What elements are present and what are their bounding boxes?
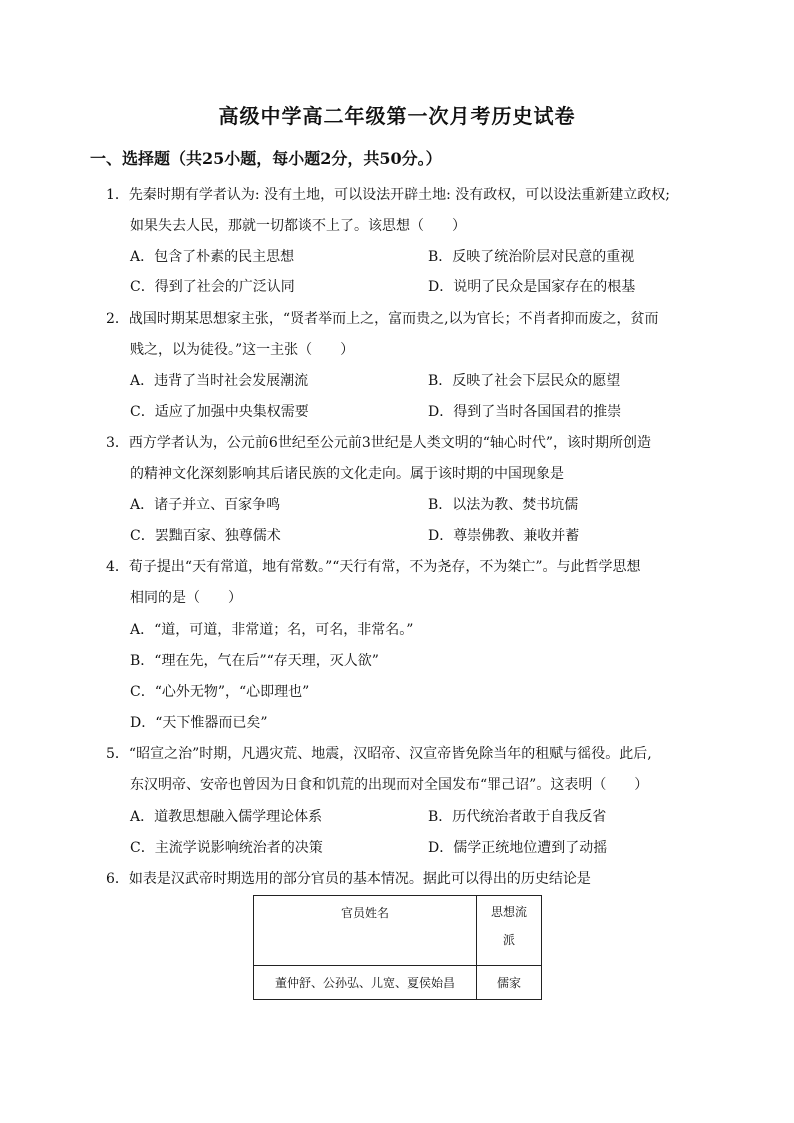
question-5-option-b: B．历代统治者敢于自我反省 <box>428 809 607 825</box>
table-header-cell: 官员姓名 <box>254 896 477 966</box>
exam-title: 高级中学高二年级第一次月考历史试卷 <box>218 104 576 128</box>
question-1-option-c: C．得到了社会的广泛认同 <box>130 279 295 295</box>
question-5-stem: 5．“昭宣之治”时期，凡遇灾荒、地震，汉昭帝、汉宣帝皆免除当年的租赋与徭役。此后, <box>106 746 652 762</box>
question-2-option-d: D．得到了当时各国国君的推崇 <box>428 404 622 420</box>
question-2-option-c: C．适应了加强中央集权需要 <box>130 404 309 420</box>
table-header-cell: 思想流 派 <box>477 896 542 966</box>
table-cell: 儒家 <box>477 966 542 1000</box>
table-cell: 董仲舒、公孙弘、儿宽、夏侯始昌 <box>254 966 477 1000</box>
question-4-option-c: C．“心外无物”，“心即理也” <box>130 684 310 700</box>
question-2-stem-cont: 贱之，以为徒役。”这一主张（ ） <box>130 342 355 358</box>
question-1-stem-cont: 如果失去人民，那就一切都谈不上了。该思想（ ） <box>130 218 466 234</box>
question-4-option-a: A．“道，可道，非常道；名，可名，非常名。” <box>130 622 414 638</box>
question-4-option-d: D．“天下惟器而已矣” <box>130 715 268 731</box>
table-row <box>254 966 542 1000</box>
question-2-stem: 2．战国时期某思想家主张，“贤者举而上之，富而贵之,以为官长；不肖者抑而废之，贫而 <box>106 311 659 327</box>
question-5-option-d: D．儒学正统地位遭到了动摇 <box>428 840 608 856</box>
question-5-option-c: C．主流学说影响统治者的决策 <box>130 840 323 856</box>
question-1-option-d: D．说明了民众是国家存在的根基 <box>428 279 636 295</box>
question-1-stem: 1．先秦时期有学者认为: 没有土地，可以设法开辟土地: 没有政权，可以设法重新建立政权; <box>106 187 670 203</box>
question-1-option-a: A．包含了朴素的民主思想 <box>130 249 295 265</box>
question-2-option-b: B．反映了社会下层民众的愿望 <box>428 373 621 389</box>
question-5-option-a: A．道教思想融入儒学理论体系 <box>130 809 323 825</box>
question-5-stem-cont: 东汉明帝、安帝也曾因为日食和饥荒的出现而对全国发布“罪己诏”。这表明（ ） <box>130 777 649 793</box>
question-3-stem: 3．西方学者认为，公元前6世纪至公元前3世纪是人类文明的“轴心时代”，该时期所创造 <box>106 435 652 451</box>
question-3-option-b: B．以法为教、焚书坑儒 <box>428 497 579 513</box>
table-header-row <box>254 896 542 966</box>
question-4-option-b: B．“理在先，气在后”“存天理，灭人欲” <box>130 653 379 669</box>
question-2-option-a: A．违背了当时社会发展潮流 <box>130 373 309 389</box>
question-3-stem-cont: 的精神文化深刻影响其后诸民族的文化走向。属于该时期的中国现象是 <box>130 466 564 482</box>
question-6-stem: 6．如表是汉武帝时期选用的部分官员的基本情况。据此可以得出的历史结论是 <box>106 871 591 887</box>
question-1-option-b: B．反映了统治阶层对民意的重视 <box>428 249 635 265</box>
question-3-option-c: C．罢黜百家、独尊儒术 <box>130 528 281 544</box>
section-heading: 一、选择题（共25小题，每小题2分，共50分。） <box>90 149 442 168</box>
question-3-option-d: D．尊崇佛教、兼收并蓄 <box>428 528 580 544</box>
question-3-option-a: A．诸子并立、百家争鸣 <box>130 497 281 513</box>
question-6-table <box>253 895 542 1000</box>
question-4-stem: 4．荀子提出“天有常道，地有常数。”“天行有常，不为尧存，不为桀亡”。与此哲学思想 <box>106 559 641 575</box>
question-4-stem-cont: 相同的是（ ） <box>130 590 242 606</box>
